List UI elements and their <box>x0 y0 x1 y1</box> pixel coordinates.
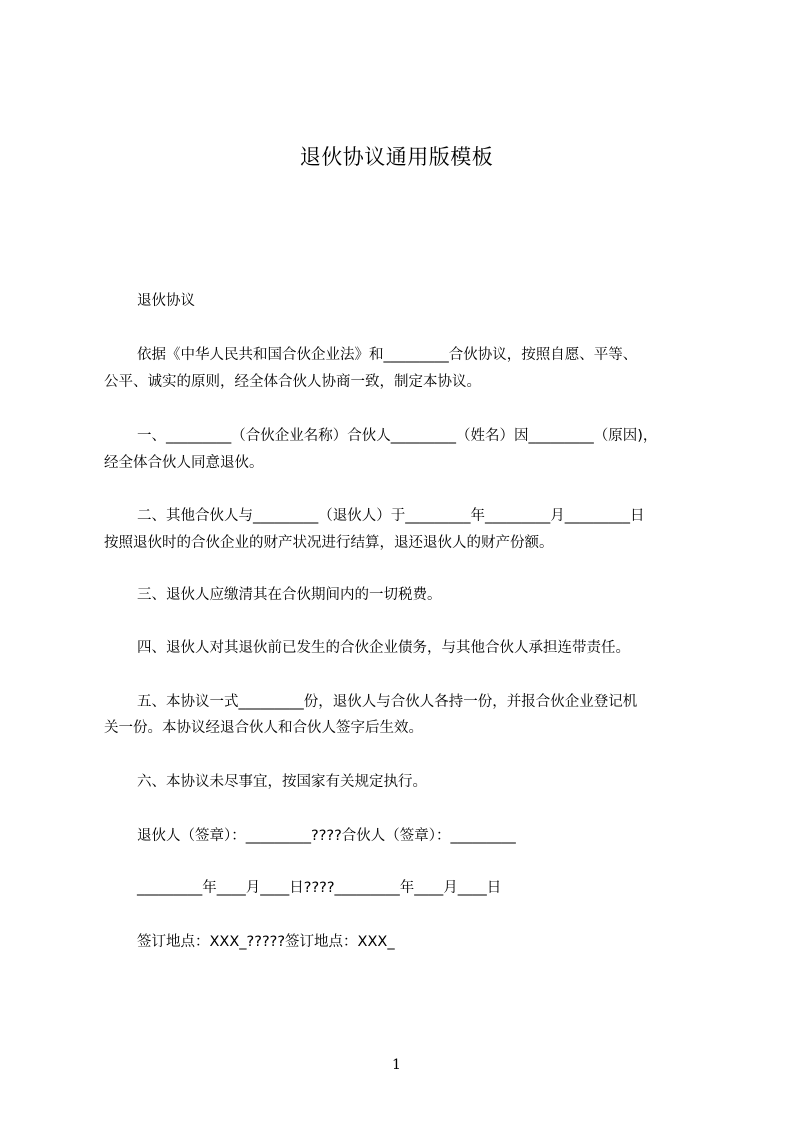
clause-4-line-1: 四、退伙人对其退伙前已发生的合伙企业债务，与其他合伙人承担连带责任。 <box>137 640 630 656</box>
clause-1-line-1: 一、_________（合伙企业名称）合伙人_________（姓名）因_________（原因)， <box>137 428 658 444</box>
clause-3-line-1: 三、退伙人应缴清其在合伙期间内的一切税费。 <box>137 587 442 603</box>
clause-6-line-1: 六、本协议未尽事宜，按国家有关规定执行。 <box>137 774 427 790</box>
preamble-line-2: 公平、诚实的原则，经全体合伙人协商一致，制定本协议。 <box>104 374 481 390</box>
date-line: _________年____月____日????_________年____月____日 <box>137 880 502 896</box>
page-number: 1 <box>392 1057 401 1073</box>
preamble-line-1: 依据《中华人民共和国合伙企业法》和_________合伙协议，按照自愿、平等、 <box>137 347 638 363</box>
clause-1-line-2: 经全体合伙人同意退伙。 <box>104 455 264 471</box>
document-title: 退伙协议通用版模板 <box>299 145 494 169</box>
clause-5-line-2: 关一份。本协议经退合伙人和合伙人签字后生效。 <box>104 720 423 736</box>
signing-place-line: 签订地点：XXX_?????签订地点：XXX_ <box>137 934 395 950</box>
clause-5-line-1: 五、本协议一式_________份，退伙人与合伙人各持一份，并报合伙企业登记机 <box>137 694 638 710</box>
clause-2-line-1: 二、其他合伙人与_________（退伙人）于_________年_________月_________日 <box>137 508 645 524</box>
agreement-heading: 退伙协议 <box>137 293 195 309</box>
clause-2-line-2: 按照退伙时的合伙企业的财产状况进行结算，退还退伙人的财产份额。 <box>104 535 554 551</box>
signature-line: 退伙人（签章）：_________????合伙人（签章）：_________ <box>137 828 516 844</box>
